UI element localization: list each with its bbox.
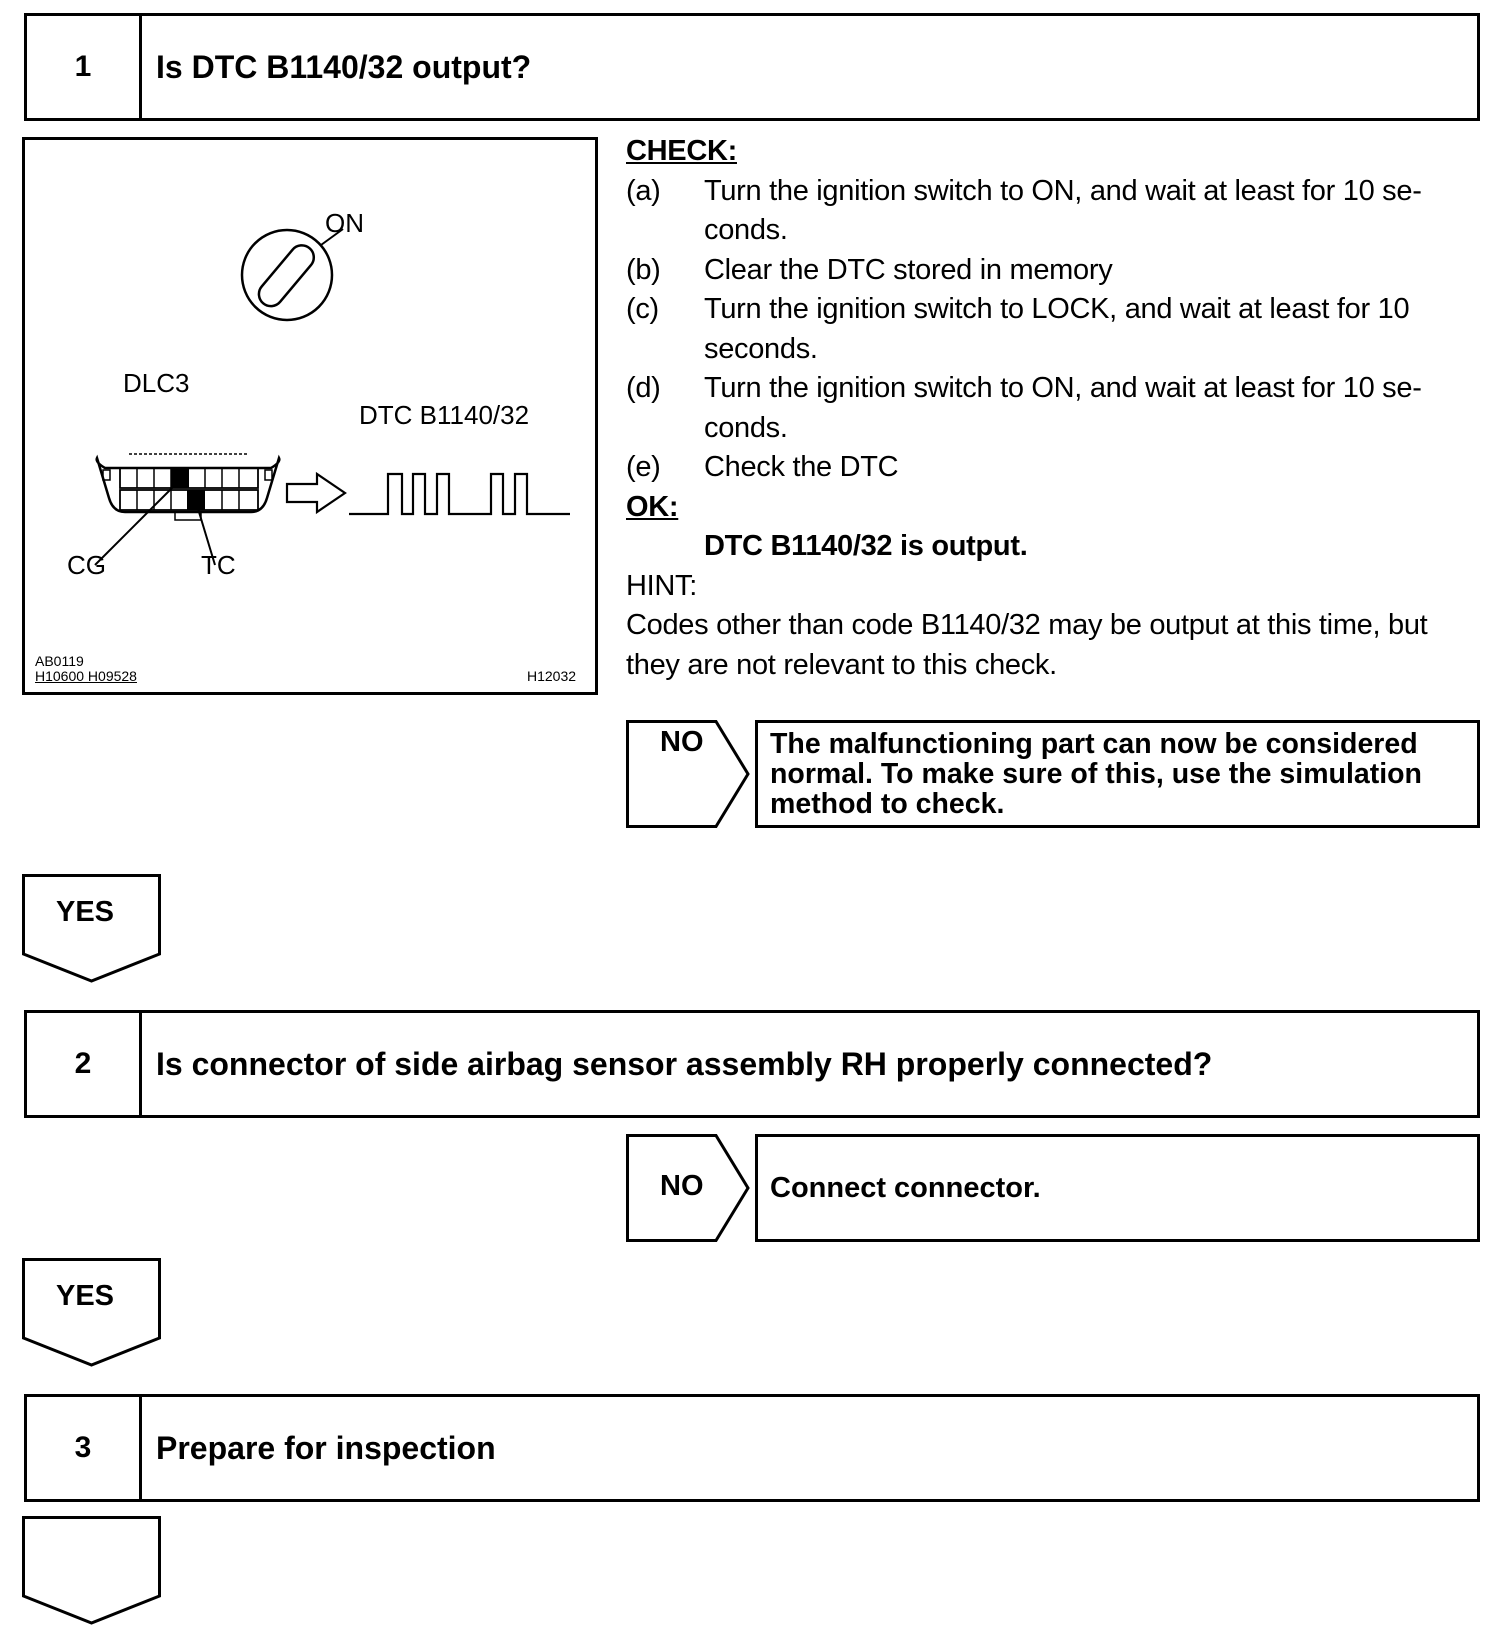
- hint-heading: HINT:: [626, 569, 698, 602]
- yes-label: YES: [56, 896, 115, 928]
- on-label: ON: [325, 208, 364, 238]
- yes-arrow-1: [22, 874, 162, 984]
- result-text: normal. To make sure of this, use the simulation: [770, 758, 1422, 790]
- diagnostic-figure: [22, 137, 598, 695]
- ok-text: DTC B1140/32 is output.: [704, 530, 1028, 562]
- result-text: The malfunctioning part can now be considered: [770, 728, 1418, 760]
- yes-arrow-2: [22, 1258, 162, 1368]
- hint-text: Codes other than code B1140/32 may be output at this time, but: [626, 609, 1428, 641]
- result-text: Connect connector.: [770, 1171, 1041, 1204]
- item-mark: (a): [626, 174, 661, 207]
- item-text: Turn the ignition switch to LOCK, and wait at least for 10: [704, 293, 1410, 325]
- item-mark: (c): [626, 293, 659, 325]
- no-label: NO: [660, 1170, 704, 1202]
- step-3-header: [24, 1394, 1480, 1502]
- dlc3-connector-icon: [95, 454, 279, 565]
- step-title: Is DTC B1140/32 output?: [156, 48, 532, 85]
- ignition-switch-icon: [242, 229, 343, 320]
- item-text: Check the DTC: [704, 451, 899, 483]
- signal-label: DTC B1140/32: [359, 400, 530, 430]
- item-text-cont: conds.: [704, 214, 788, 246]
- item-mark: (b): [626, 253, 661, 286]
- item-text-cont: conds.: [704, 411, 788, 444]
- ok-heading: OK:: [626, 490, 679, 523]
- result-text: method to check.: [770, 788, 1005, 820]
- arrow-right-icon: [287, 474, 345, 512]
- result-box-2: [755, 1134, 1480, 1242]
- check-item: [626, 251, 1484, 291]
- item-mark: (d): [626, 372, 661, 404]
- cg-label: CG: [67, 550, 106, 580]
- no-branch-2: [626, 1134, 750, 1242]
- hint-text: they are not relevant to this check.: [626, 648, 1057, 681]
- down-arrow-3: [22, 1516, 162, 1626]
- down-arrow-shape: [22, 1516, 162, 1626]
- yes-arrow-shape: [22, 1258, 162, 1368]
- dlc3-label: DLC3: [123, 368, 190, 398]
- check-heading: CHECK:: [626, 135, 737, 167]
- item-text: Clear the DTC stored in memory: [704, 253, 1113, 286]
- step-number: 2: [27, 1013, 142, 1115]
- yes-arrow-shape: [22, 874, 162, 984]
- step-number: 3: [27, 1397, 142, 1499]
- step-1-header: [24, 13, 1480, 121]
- no-branch-1: [626, 720, 750, 828]
- step-2-header: [24, 1010, 1480, 1118]
- pulse-waveform-icon: [349, 474, 570, 514]
- tc-label: TC: [201, 550, 236, 580]
- check-instructions: [626, 132, 1484, 685]
- step-title: Prepare for inspection: [156, 1429, 496, 1466]
- check-item: [626, 290, 1484, 369]
- item-text-cont: seconds.: [704, 332, 818, 365]
- step-title: Is connector of side airbag sensor assembly RH properly connected?: [156, 1045, 1213, 1082]
- no-label: NO: [660, 726, 704, 758]
- item-mark: (e): [626, 451, 661, 483]
- item-text: Turn the ignition switch to ON, and wait at least for 10 se-: [704, 174, 1422, 207]
- figure-code: H12032: [527, 668, 577, 684]
- result-box-1: [755, 720, 1480, 828]
- yes-label: YES: [56, 1280, 115, 1312]
- check-item: [626, 172, 1484, 251]
- item-text: Turn the ignition switch to ON, and wait at least for 10 se-: [704, 372, 1422, 404]
- figure-code: H10600 H09528: [35, 668, 137, 684]
- figure-code: AB0119: [35, 653, 84, 669]
- check-item: [626, 448, 1484, 488]
- step-number: 1: [27, 16, 142, 118]
- check-item: [626, 369, 1484, 448]
